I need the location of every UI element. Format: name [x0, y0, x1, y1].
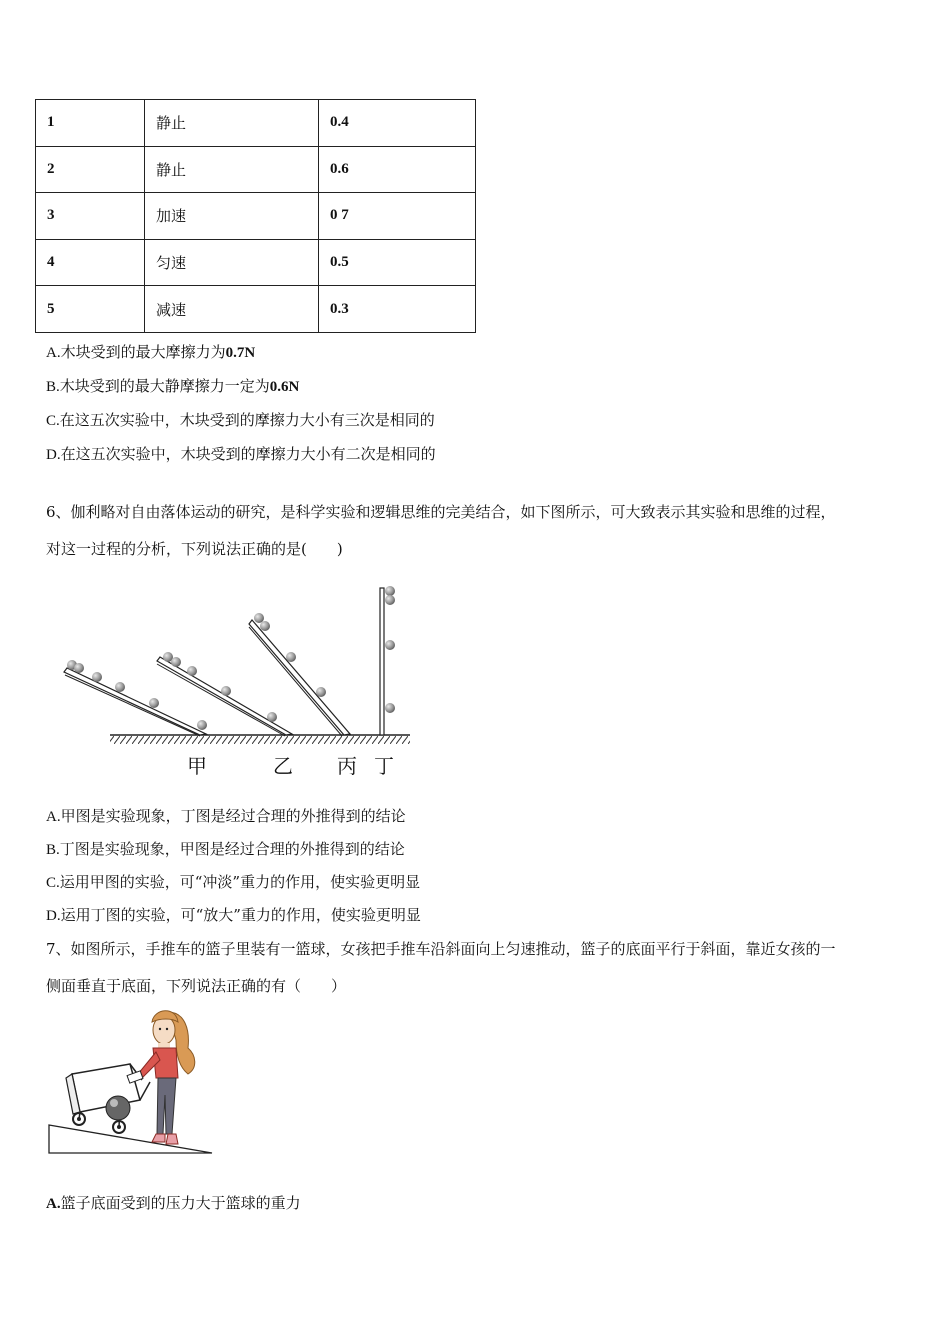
- option-label: C.: [46, 413, 60, 429]
- figure-label-bing: 丙: [337, 754, 357, 778]
- option-value: 0.6N: [269, 379, 300, 395]
- q7-option-a: [46, 1193, 301, 1214]
- row-number: 5: [36, 286, 145, 333]
- option-text: 篮子底面受到的压力大于篮球的重力: [60, 1194, 301, 1212]
- row-force: 0 7: [319, 193, 476, 240]
- option-label: D.: [46, 908, 61, 924]
- option-text: 在这五次实验中，木块受到的摩擦力大小有三次是相同的: [59, 411, 435, 429]
- option-text: 在这五次实验中，木块受到的摩擦力大小有二次是相同的: [60, 445, 436, 463]
- girl: [127, 1011, 195, 1144]
- option-text: 木块受到的最大摩擦力为: [60, 343, 226, 361]
- option-label: A.: [46, 1196, 61, 1212]
- q7-stem-line2: 侧面垂直于底面，下列说法正确的有（ ）: [46, 977, 347, 995]
- row-force: 0.6: [319, 146, 476, 193]
- option-value: 0.7N: [225, 345, 256, 361]
- row-number: 2: [36, 146, 145, 193]
- option-text: 运用甲图的实验，可“冲淡”重力的作用，使实验更明显: [59, 873, 421, 891]
- option-label: D.: [46, 447, 61, 463]
- option-label: A.: [46, 345, 61, 361]
- row-state: 静止: [145, 146, 319, 193]
- row-state: 减速: [145, 286, 319, 333]
- row-state: 加速: [145, 193, 319, 240]
- q6-stem-line2: 对这一过程的分析，下列说法正确的是( ): [46, 540, 343, 558]
- q7-stem-line1: 7、如图所示，手推车的篮子里装有一篮球，女孩把手推车沿斜面向上匀速推动，篮子的底面平行于斜面，靠近女孩的一: [46, 940, 836, 958]
- row-state: 匀速: [145, 239, 319, 286]
- row-force: 0.3: [319, 286, 476, 333]
- row-number: 1: [36, 100, 145, 147]
- option-text: 运用丁图的实验，可“放大”重力的作用，使实验更明显: [60, 906, 421, 924]
- row-force: 0.4: [319, 100, 476, 147]
- option-text: 丁图是实验现象，甲图是经过合理的外推得到的结论: [59, 840, 405, 858]
- figure-label-jia: 甲: [187, 754, 207, 778]
- option-text: 木块受到的最大静摩擦力一定为: [59, 377, 270, 395]
- q6-stem-line1: 6、伽利略对自由落体运动的研究，是科学实验和逻辑思维的完美结合，如下图所示，可大致表示其实验和思维的过程，: [46, 503, 836, 521]
- row-state: 静止: [145, 100, 319, 147]
- figure-label-yi: 乙: [273, 754, 293, 778]
- option-label: B.: [46, 842, 60, 858]
- option-label: C.: [46, 875, 60, 891]
- row-number: 3: [36, 193, 145, 240]
- row-number: 4: [36, 239, 145, 286]
- option-label: B.: [46, 379, 60, 395]
- row-force: 0.5: [319, 239, 476, 286]
- option-label: A.: [46, 809, 61, 825]
- figure-label-ding: 丁: [374, 754, 394, 778]
- option-text: 甲图是实验现象，丁图是经过合理的外推得到的结论: [60, 807, 406, 825]
